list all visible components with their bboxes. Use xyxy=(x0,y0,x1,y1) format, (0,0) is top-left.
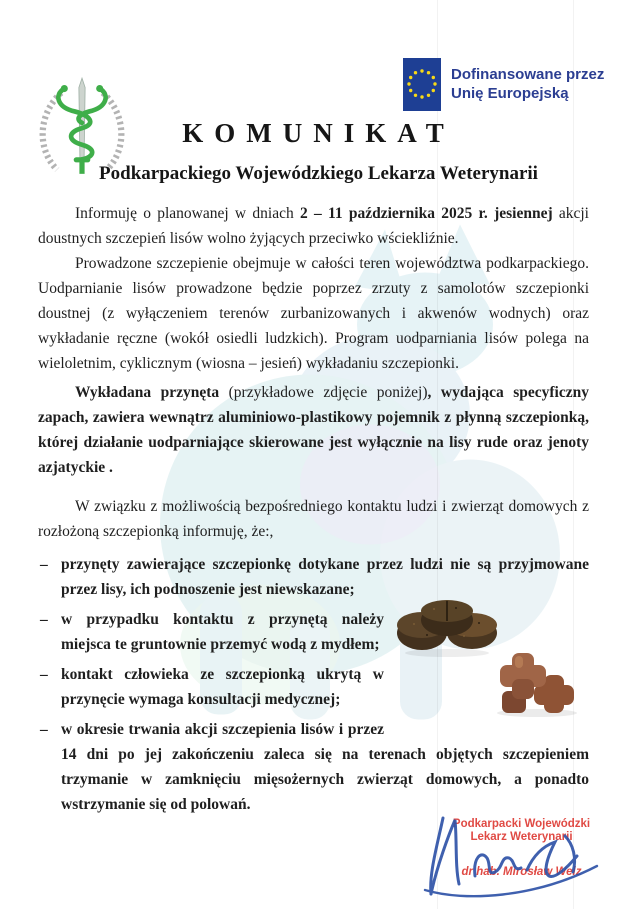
bullet-text: w przypadku kontaktu z przynętą należy miejsca te gruntownie przemyć wodą z mydłem; xyxy=(61,611,384,653)
handwritten-signature xyxy=(415,806,620,906)
p3-bold2: , wydająca specyficzny zapach, zawiera wewnątrz aluminiowo-plastikowy pojemnik z płynną szczepionką, której działanie uodparniające skierowane jest wyłącznie na lisy rude oraz jenoty azjatyckie . xyxy=(38,384,589,476)
bullet-item-2 xyxy=(38,607,589,657)
bullet-dash: – xyxy=(40,611,48,628)
stamp-line2: Lekarz Weterynarii xyxy=(470,831,573,843)
p3-normal: (przykładowe zdjęcie poniżej) xyxy=(228,384,428,401)
stamp-line1: Podkarpacki Wojewódzki xyxy=(452,818,591,830)
bullet-item-4 xyxy=(38,717,589,817)
stamp-line3: dr hab. Mirosław Welz xyxy=(461,866,582,878)
bullet-item-1 xyxy=(38,552,589,602)
eu-funding-line2: Unię Europejską xyxy=(451,85,569,102)
bullet-dash: – xyxy=(40,556,48,573)
bullet-item-3 xyxy=(38,662,589,712)
page-title: KOMUNIKAT xyxy=(182,118,455,148)
paragraph-contact-intro: W związku z możliwością bezpośredniego kontaktu ludzi i zwierząt domowych z rozłożoną szczepionką informuję, że:, xyxy=(38,498,589,540)
signature-block xyxy=(415,806,620,906)
eu-funding-line1: Dofinansowane przez xyxy=(451,66,605,83)
bullet-text: kontakt człowieka ze szczepionką ukrytą w przynęcie wymaga konsultacji medycznej; xyxy=(61,666,384,708)
bullet-text: przynęty zawierające szczepionkę dotykane przez ludzi nie są przyjmowane przez lisy, ich podnoszenie jest niewskazane; xyxy=(61,556,589,598)
p1-pre: Informuję o planowanej w dniach xyxy=(75,205,300,222)
page-subtitle: Podkarpackiego Wojewódzkiego Lekarza Weterynarii xyxy=(99,163,538,184)
bullet-text: w okresie trwania akcji szczepienia lisów i przez 14 dni po jej zakończeniu zaleca się na terenach objętych szczepieniem trzymanie w zamknięciu mięsożernych zwierząt domowych, a ponadto wstrzymanie się od polowań. xyxy=(61,721,589,813)
paragraph-scope: Prowadzone szczepienie obejmuje w całości teren województwa podkarpackiego. Uodparnianie lisów prowadzone będzie poprzez zrzuty z samolotów szczepionki doustnej (z wyłączeniem terenów zurbanizowanych i akwenów wodnych) oraz wykładanie ręczne (wokół osiedli ludzkich). Program uodparniania lisów polega na wieloletnim, cyklicznym (wiosna – jesień) wykładaniu szczepionki. xyxy=(38,255,589,372)
document-body xyxy=(0,185,637,817)
p3-bold1: Wykładana przynęta xyxy=(75,384,229,401)
bullet-dash: – xyxy=(40,666,48,683)
bullet-dash: – xyxy=(40,721,48,738)
p1-dates-bold: 2 – 11 października 2025 r. jesiennej xyxy=(299,205,553,222)
p1-post: akcji doustnych szczepień lisów wolno żyjących przeciwko wściekliźnie. xyxy=(38,205,589,247)
paragraph-bait-description xyxy=(38,380,589,480)
paragraph-dates xyxy=(38,201,589,251)
